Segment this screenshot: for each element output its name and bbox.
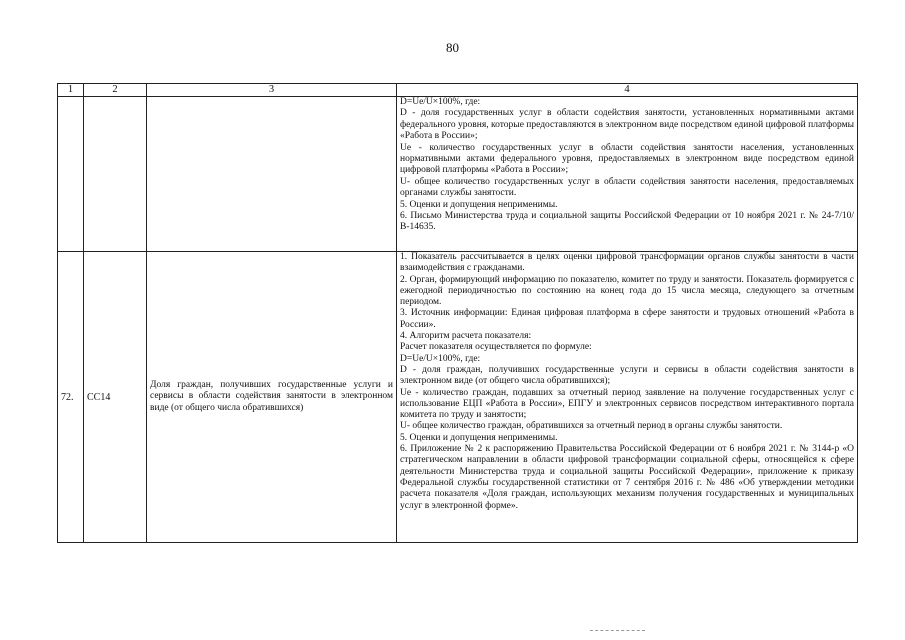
description-line: 3. Источник информации: Единая цифровая платформа в сфере занятости и трудовых отношений «Работа в России». — [400, 308, 854, 330]
description-line: U- общее количество государственных услуг в области содействия занятости населения, предоставляемых органами службы занятости. — [400, 176, 854, 199]
description-line: 5. Оценки и допущения неприменимы. — [400, 199, 558, 210]
page-number: 80 — [446, 40, 459, 55]
column-header-4: 4 — [397, 84, 858, 97]
row-number: 72. — [58, 252, 84, 543]
description-line: D - доля государственных услуг в области содействия занятости, установленных нормативными актами федерального уровня, которые предоставляются в электронном виде посредством единой цифровой платформы «Работа в России»; — [400, 108, 854, 142]
column-header-3: 3 — [147, 84, 397, 97]
description-line: U- общее количество граждан, обратившихся за отчетный период в органы службы занятости. — [400, 421, 783, 432]
table-row — [58, 97, 858, 252]
description-line: Ue - количество граждан, подавших за отчетный период заявление на получение государственных услуг с использование ЕЦП «Работа в России», ЕПГУ и электронных сервисов посредством интерактивного портала комитета по труду и занятости; — [400, 387, 854, 421]
indicators-table — [57, 83, 858, 543]
column-header-2: 2 — [84, 84, 147, 97]
table-header-row — [58, 84, 858, 97]
row-number — [58, 97, 84, 252]
description-line: 6. Приложение № 2 к распоряжению Правительства Российской Федерации от 6 ноября 2021 г. № 3144-р «О стратегическом направлении в области цифровой трансформации социальной сферы, относящейся к сфере деятельности Министерства труда и социальной защиты Российской Федерации», приложение к приказу Федеральной службы государственной статистики от 7 сентября 2016 г. № 486 «Об утверждении методики расчета показателя «Доля граждан, использующих механизм получения государственных и муниципальных услуг в электронной форме». — [400, 444, 854, 511]
indicator-name — [147, 97, 397, 252]
description-line: 4. Алгоритм расчета показателя: — [400, 331, 532, 342]
description-line: D - доля граждан, получивших государственные услуги и сервисы в области содействия занятости в электронном виде (от общего числа обратившихся); — [400, 364, 854, 387]
row-code — [84, 97, 147, 252]
indicator-name: Доля граждан, получивших государственные услуги и сервисы в области содействия занятости в электронном виде (от общего числа обратившихся) — [147, 252, 397, 543]
table-row — [58, 252, 858, 543]
indicator-description — [397, 252, 858, 543]
description-line: 6. Письмо Министерства труда и социальной защиты Российской Федерации от 10 ноября 2021 г. № 24-7/10/В-14635. — [400, 211, 854, 233]
description-line: Ue - количество государственных услуг в области содействия занятости населения, установленных нормативными актами федерального уровня, предоставляемых в электронном виде посредством единой цифровой платформы «Работа в России»; — [400, 142, 854, 176]
row-code: СС14 — [84, 252, 147, 543]
description-line: 2. Орган, формирующий информацию по показателю, комитет по труду и занятости. Показатель формируется с ежегодной периодичностью по состоянию на конец года до 15 числа месяца, следующего за отчетным периодом. — [400, 274, 854, 308]
description-line: 1. Показатель рассчитывается в целях оценки цифровой трансформации органов службы занятости в части взаимодействия с гражданами. — [400, 252, 854, 274]
column-header-1: 1 — [58, 84, 84, 97]
description-line: Расчет показателя осуществляется по формуле: — [400, 342, 592, 353]
indicator-description — [397, 97, 858, 252]
description-line: D=Ue/U×100%, где: — [400, 353, 481, 364]
description-line: 5. Оценки и допущения неприменимы. — [400, 432, 558, 443]
scan-mark — [590, 630, 645, 633]
description-line: D=Ue/U×100%, где: — [400, 97, 481, 107]
